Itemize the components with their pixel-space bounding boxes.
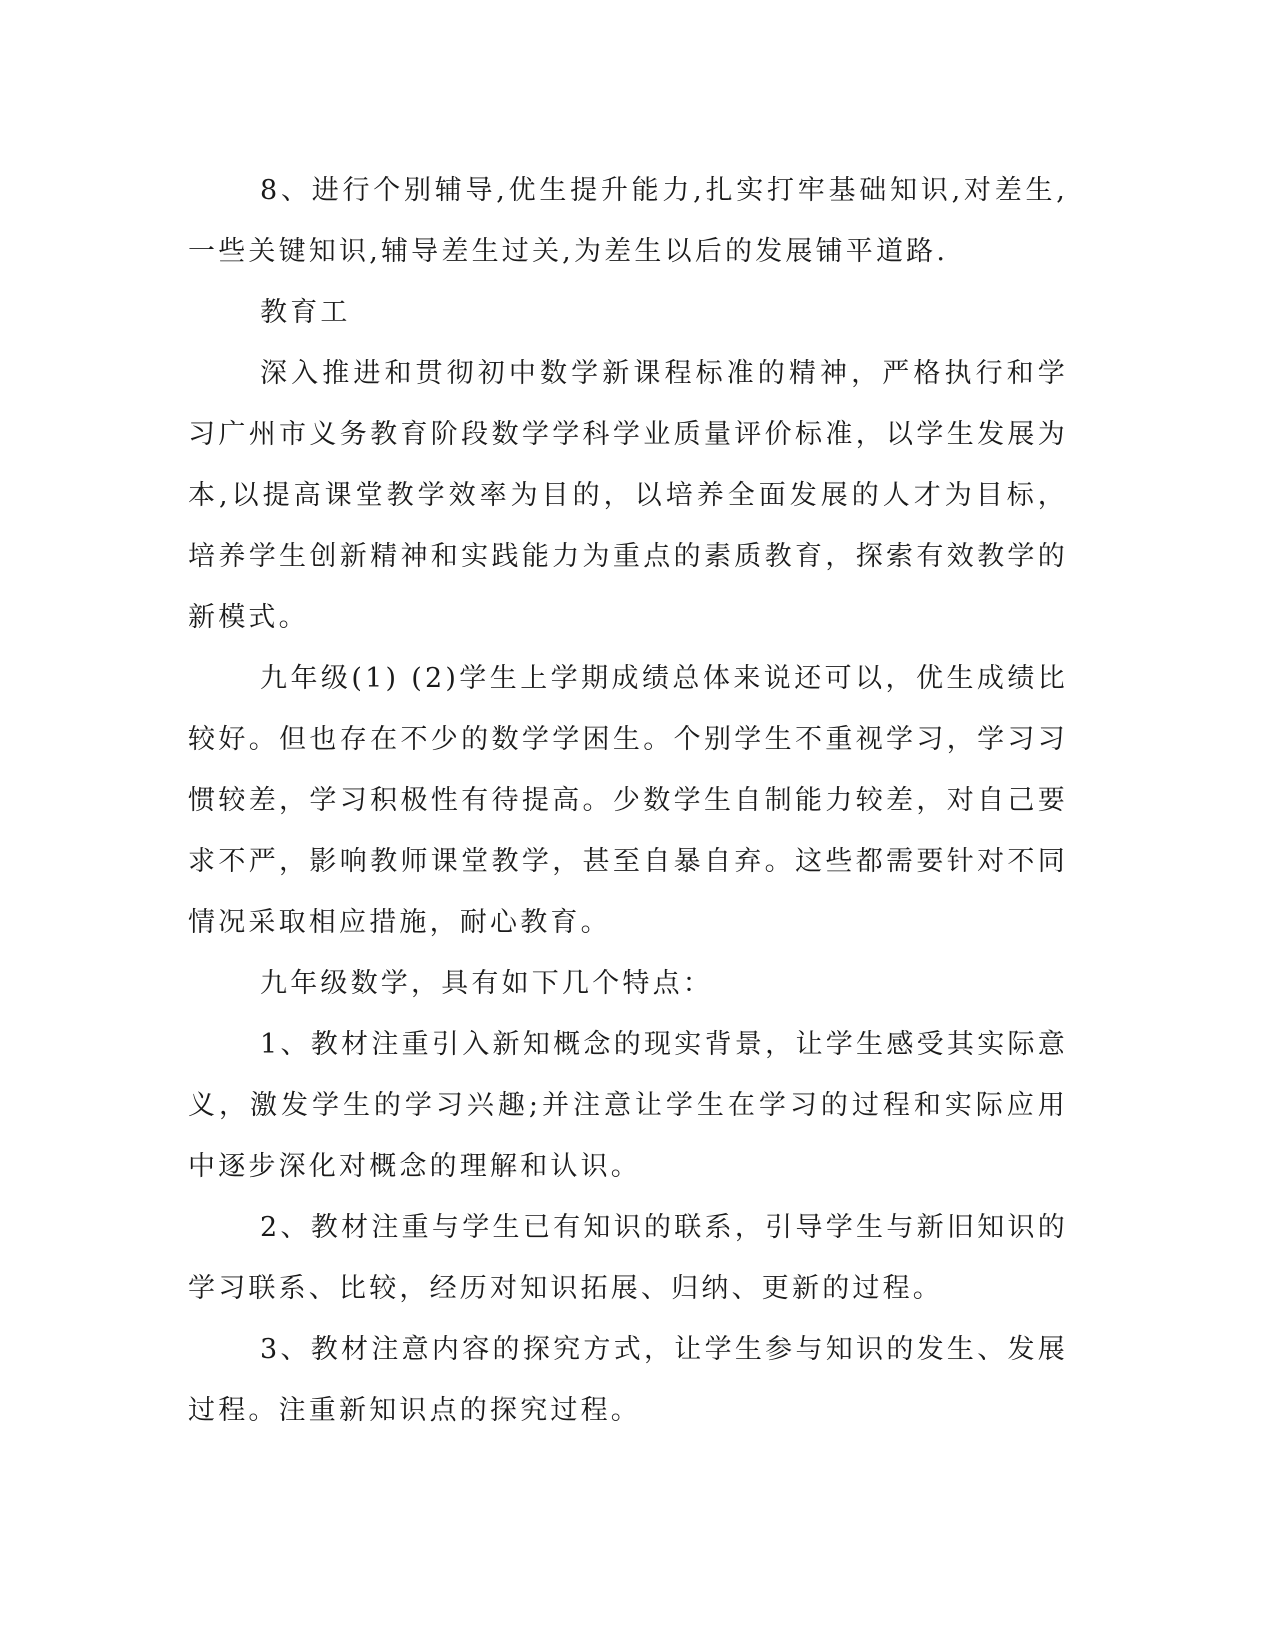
paragraph-features-intro: 九年级数学，具有如下几个特点： xyxy=(260,968,713,999)
paragraph-feature-2: 2、教材注重与学生已有知识的联系，引导学生与新旧知识的学习联系、比较，经历对知识拓展、归纳、更新的过程。 xyxy=(188,1212,1068,1304)
paragraph-education-heading: 教育工 xyxy=(260,297,351,328)
paragraph-feature-3: 3、教材注意内容的探究方式，让学生参与知识的发生、发展过程。注重新知识点的探究过程。 xyxy=(188,1334,1068,1426)
paragraph-tutoring: 8、进行个别辅导,优生提升能力,扎实打牢基础知识,对差生,一些关键知识,辅导差生过关,为差生以后的发展铺平道路. xyxy=(188,175,1068,267)
document-body xyxy=(188,160,1068,1441)
paragraph-feature-1: 1、教材注重引入新知概念的现实背景，让学生感受其实际意义，激发学生的学习兴趣;并注意让学生在学习的过程和实际应用中逐步深化对概念的理解和认识。 xyxy=(188,1029,1068,1182)
paragraph-student-situation: 九年级(1) (2)学生上学期成绩总体来说还可以，优生成绩比较好。但也存在不少的数学学困生。个别学生不重视学习，学习习惯较差，学习积极性有待提高。少数学生自制能力较差，对自己要求不严，影响教师课堂教学，甚至自暴自弃。这些都需要针对不同情况采取相应措施，耐心教育。 xyxy=(188,663,1068,938)
paragraph-curriculum-standard: 深入推进和贯彻初中数学新课程标准的精神，严格执行和学习广州市义务教育阶段数学学科学业质量评价标准，以学生发展为本,以提高课堂教学效率为目的，以培养全面发展的人才为目标，培养学生创新精神和实践能力为重点的素质教育，探索有效教学的新模式。 xyxy=(188,358,1068,633)
